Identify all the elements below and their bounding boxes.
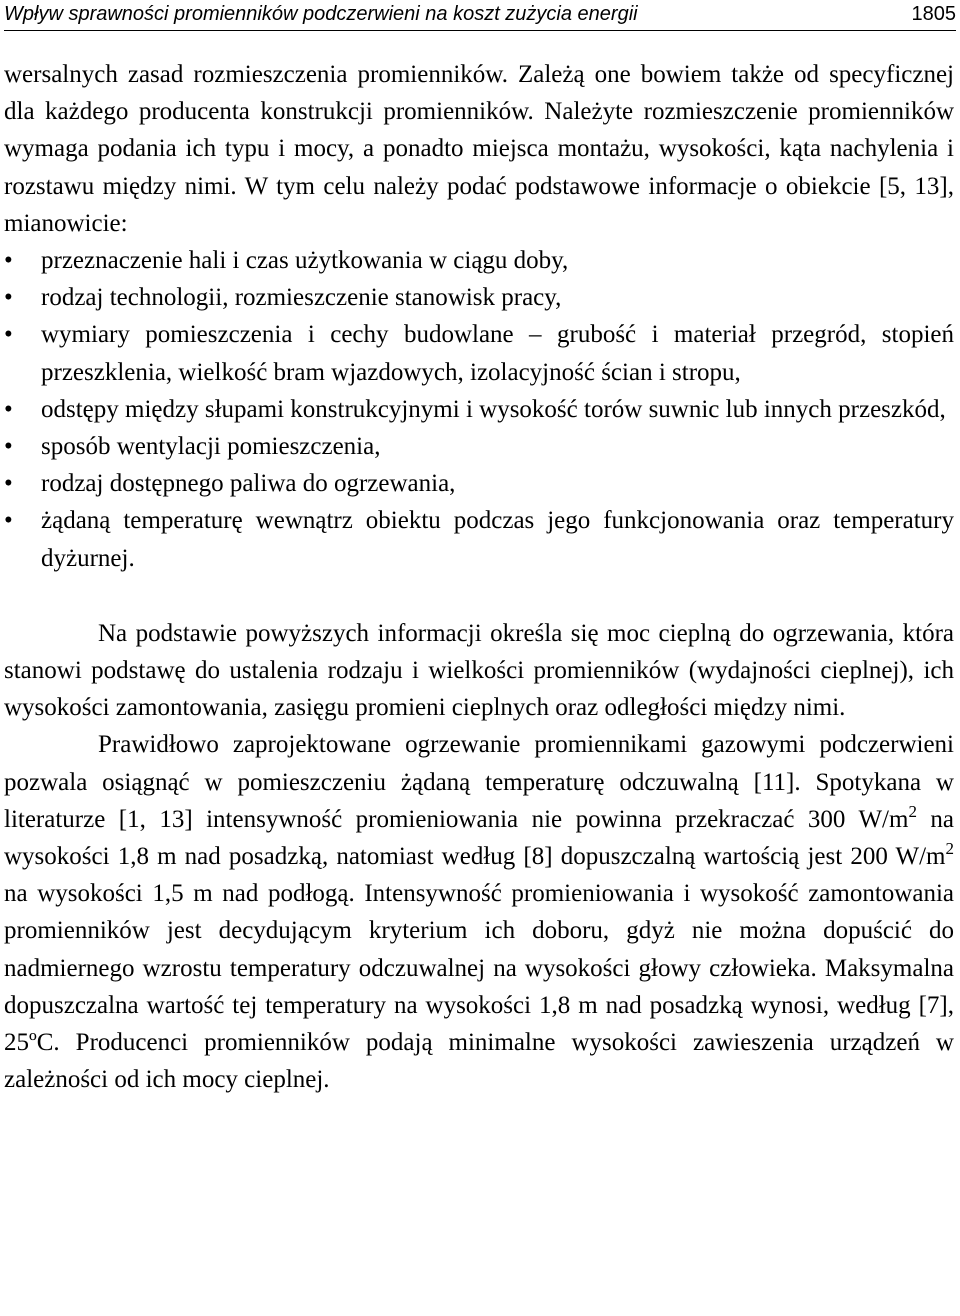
list-item bbox=[4, 316, 954, 390]
list-item-text: rodzaj dostępnego paliwa do ogrzewania, bbox=[41, 470, 456, 498]
list-item bbox=[4, 428, 954, 465]
list-item bbox=[4, 391, 954, 428]
paragraph-text: na wysokości 1,8 m nad posadzką, natomiast według [8] dopuszczalną wartością jest 200 W/m bbox=[4, 805, 954, 871]
list-item bbox=[4, 465, 954, 502]
list-item-text: rodzaj technologii, rozmieszczenie stanowisk pracy, bbox=[41, 284, 562, 312]
page-number: 1805 bbox=[911, 3, 956, 25]
superscript: 2 bbox=[945, 839, 954, 859]
requirements-list bbox=[4, 242, 954, 577]
list-item bbox=[4, 279, 954, 316]
bullet-icon: • bbox=[4, 470, 13, 498]
list-item-text: żądaną temperaturę wewnątrz obiektu podczas jego funkcjonowania oraz temperatury dyżurnej. bbox=[41, 507, 954, 572]
list-item-text: przeznaczenie hali i czas użytkowania w ciągu doby, bbox=[41, 247, 569, 275]
paragraph-text: na wysokości 1,5 m nad podłogą. Intensywność promieniowania i wysokość zamontowania promienników jest decydującym kryterium ich doboru, gdyż nie można dopuścić do nadmiernego wzrostu temperatury odczuwalnej na wysokości głowy człowieka. Maksymalna dopuszczalna wartość tej temperatury na wysokości 1,8 m nad posadzką wynosi, według [7], 25ºC. Producenci promienników podają minimalne wysokości zawieszenia urządzeń w zależności od ich mocy cieplnej. bbox=[4, 880, 954, 1094]
list-item-text: wymiary pomieszczenia i cechy budowlane – grubość i materiał przegród, stopień przeszklenia, wielkość bram wjazdowych, izolacyjność ścian i stropu, bbox=[41, 321, 954, 386]
bullet-icon: • bbox=[4, 395, 13, 423]
paragraph bbox=[4, 726, 954, 1098]
bullet-icon: • bbox=[4, 507, 13, 535]
bullet-icon: • bbox=[4, 321, 13, 349]
paragraph-spacer bbox=[4, 577, 954, 615]
intro-paragraph: wersalnych zasad rozmieszczenia promienników. Zależą one bowiem także od specyficznej dla każdego producenta konstrukcji promienników. Należyte rozmieszczenie promienników wymaga podania ich typu i mocy, a ponadto miejsca montażu, wysokości, kąta nachylenia i rozstawu między nimi. W tym celu należy podać podstawowe informacje o obiekcie [5, 13], mianowicie: bbox=[4, 61, 954, 237]
bullet-icon: • bbox=[4, 433, 13, 461]
running-header bbox=[4, 0, 956, 31]
bullet-icon: • bbox=[4, 247, 13, 275]
superscript: 2 bbox=[908, 801, 917, 821]
list-item bbox=[4, 242, 954, 279]
paragraph: Na podstawie powyższych informacji określa się moc cieplną do ogrzewania, która stanowi podstawę do ustalenia rodzaju i wielkości promienników (wydajności cieplnej), ich wysokości zamontowania, zasięgu promieni cieplnych oraz odległości między nimi. bbox=[4, 619, 954, 722]
list-item bbox=[4, 502, 954, 576]
paragraph-text: Prawidłowo zaprojektowane ogrzewanie promiennikami gazowymi podczerwieni pozwala osiągnąć w pomieszczeniu żądaną temperaturę odczuwalną [11]. Spotykana w literaturze [1, 13] intensywność promieniowania nie powinna przekraczać 300 W/m bbox=[4, 731, 954, 833]
bullet-icon: • bbox=[4, 284, 13, 312]
body-text bbox=[4, 56, 954, 1098]
header-title: Wpływ sprawności promienników podczerwieni na koszt zużycia energii bbox=[4, 3, 638, 25]
list-item-text: sposób wentylacji pomieszczenia, bbox=[41, 433, 381, 461]
list-item-text: odstępy między słupami konstrukcyjnymi i wysokość torów suwnic lub innych przeszkód, bbox=[41, 395, 946, 423]
